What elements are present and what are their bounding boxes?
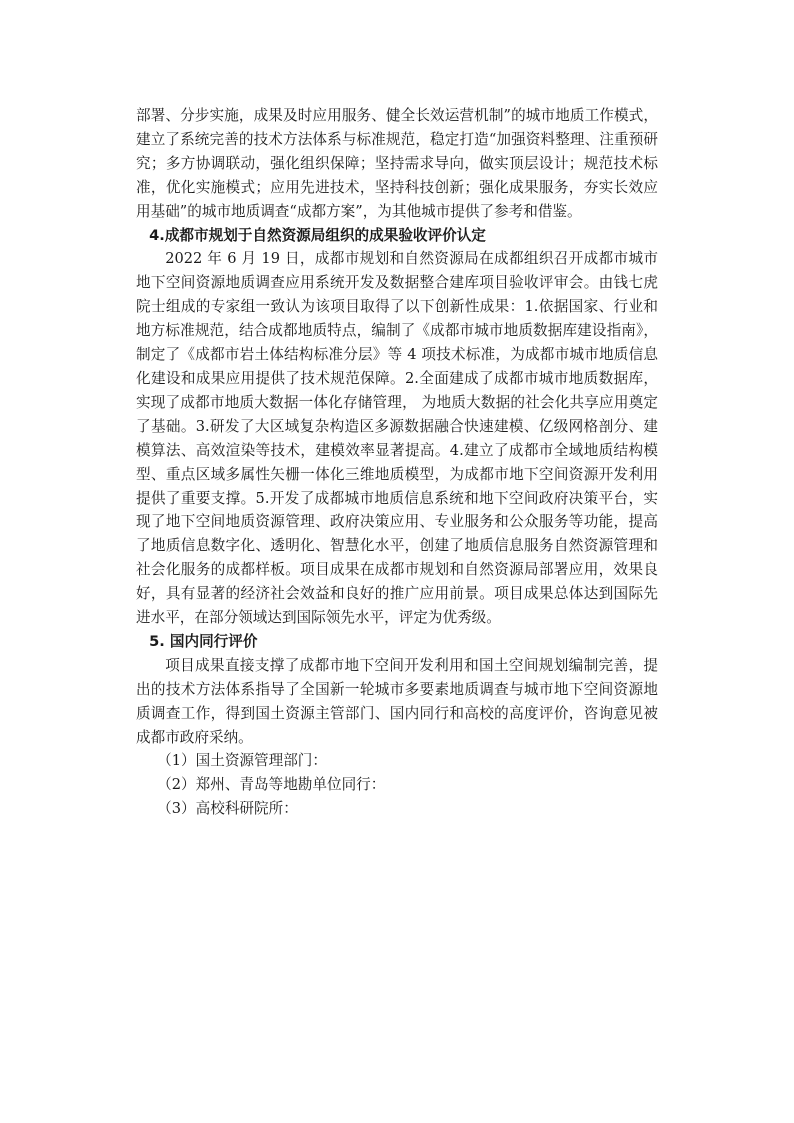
document-body (136, 104, 658, 821)
paragraph-work-model: 部署、分步实施，成果及时应用服务、健全长效运营机制”的城市地质工作模式，建立了系统完善的技术方法体系与标准规范，稳定打造“加强资料整理、注重预研究；多方协调联动，强化组织保障；坚持需求导向，做实顶层设计；规范技术标准，优化实施模式；应用先进技术，坚持科技创新；强化成果服务，夯实长效应用基础”的城市地质调查“成都方案”，为其他城市提供了参考和借鉴。 (136, 107, 658, 220)
paragraph-peer-review: 项目成果直接支撑了成都市地下空间开发利用和国土空间规划编制完善，提出的技术方法体系指导了全国新一轮城市多要素地质调查与城市地下空间资源地质调查工作，得到国土资源主管部门、国内同行和高校的高度评价，咨询意见被成都市政府采纳。 (136, 656, 658, 746)
list-item-survey-peers: （2）郑州、青岛等地勘单位同行： (157, 776, 386, 794)
list-item-land-resources: （1）国土资源管理部门： (157, 752, 327, 770)
section-heading-acceptance: 4.成都市规划于自然资源局组织的成果验收评价认定 (149, 226, 486, 244)
section-heading-peer-review: 5. 国内同行评价 (149, 632, 258, 650)
list-item-universities: （3）高校科研院所： (157, 800, 298, 818)
paragraph-acceptance-review: 2022 年 6 月 19 日，成都市规划和自然资源局在成都组织召开成都市城市地下空间资源地质调查应用系统开发及数据整合建库项目验收评审会。由钱七虎院士组成的专家组一致认为该项目取得了以下创新性成果：1.依据国家、行业和地方标准规范，结合成都地质特点，编制了《成都市城市地质数据库建设指南》，制定了《成都市岩土体结构标准分层》等 4 项技术标准，为成都市城市地质信息化建设和成果应用提供了技术规范保障。2.全面建成了成都市城市地质数据库，实现了成都市地质大数据一体化存储管理， 为地质大数据的社会化共享应用奠定了基础。3.研发了大区域复杂构造区多源数据融合快速建模、亿级网格剖分、建模算法、高效渲染等技术，建模效率显著提高。4.建立了成都市全域地质结构模型、重点区域多属性矢栅一体化三维地质模型，为成都市地下空间资源开发利用提供了重要支撑。5.开发了成都城市地质信息系统和地下空间政府决策平台，实现了地下空间地质资源管理、政府决策应用、专业服务和公众服务等功能，提高了地质信息数字化、透明化、智慧化水平，创建了地质信息服务自然资源管理和社会化服务的成都样板。项目成果在成都市规划和自然资源局部署应用，效果良好，具有显著的经济社会效益和良好的推广应用前景。项目成果总体达到国际先进水平，在部分领域达到国际领先水平，评定为优秀级。 (136, 250, 658, 627)
